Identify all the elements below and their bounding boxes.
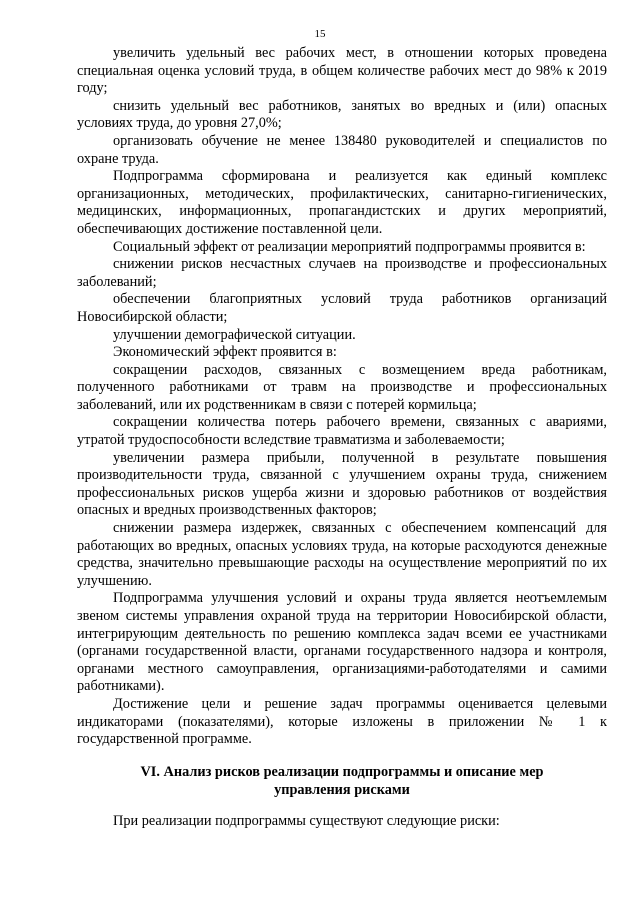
paragraph-economic-effect-profit: увеличении размера прибыли, полученной в результате повышения производительности труда, связанной с улучшением охраны труда, снижением профессиональных рисков ущерба жизни и здоровью работников от воздействия опасных и вредных производственных факторов; [77, 449, 607, 519]
paragraph-goal-training: организовать обучение не менее 138480 руководителей и специалистов по охране труда. [77, 132, 607, 167]
paragraph-subprogram-system: Подпрограмма улучшения условий и охраны труда является неотъемлемым звеном системы управления охраной труда на территории Новосибирской области, интегрирующим деятельность по решению комплекса задач всеми ее участниками (органами государственной власти, органами государственного надзора и контроля, органами местного самоуправления, организациями-работодателями и самими работниками). [77, 590, 607, 695]
section-heading-line-1: VI. Анализ рисков реализации подпрограммы и описание мер [140, 764, 544, 780]
paragraph-social-effect-demography: улучшении демографической ситуации. [113, 326, 356, 343]
section-heading-line-2: управления рисками [274, 781, 410, 798]
paragraph-goal-workplaces: увеличить удельный вес рабочих мест, в отношении которых проведена специальная оценка условий труда, в общем количестве рабочих мест до 98% к 2019 году; [77, 45, 607, 97]
paragraph-goal-harmful-conditions: снизить удельный вес работников, занятых во вредных и (или) опасных условиях труда, до уровня 27,0%; [77, 97, 607, 132]
paragraph-economic-effect-time-loss: сокращении количества потерь рабочего времени, связанных с авариями, утратой трудоспособности вследствие травматизма и заболеваемости; [77, 414, 607, 449]
page-number: 15 [314, 28, 326, 40]
paragraph-indicators: Достижение цели и решение задач программы оценивается целевыми индикаторами (показателями), которые изложены в приложении № 1 к государственной программе. [77, 695, 607, 748]
paragraph-economic-effect-intro: Экономический эффект проявится в: [113, 344, 337, 361]
paragraph-economic-effect-expenses: сокращении расходов, связанных с возмещением вреда работникам, полученного работниками от травм на производстве и профессиональных заболеваний, или их родственникам в связи с потерей кормильца; [77, 361, 607, 413]
body-text [77, 45, 607, 749]
paragraph-social-effect-conditions: обеспечении благоприятных условий труда работников организаций Новосибирской области; [77, 291, 607, 325]
paragraph-social-effect-risks: снижении рисков несчастных случаев на производстве и профессиональных заболеваний; [77, 256, 607, 290]
section-heading [77, 764, 607, 799]
paragraph-subprogram-complex: Подпрограмма сформирована и реализуется как единый комплекс организационных, методических, профилактических, санитарно-гигиенических, медицинских, информационных, пропагандистских и других мероприятий, обеспечивающих достижение поставленной цели. [77, 168, 607, 237]
paragraph-social-effect-intro: Социальный эффект от реализации мероприятий подпрограммы проявится в: [113, 238, 586, 255]
paragraph-economic-effect-costs: снижении размера издержек, связанных с обеспечением компенсаций для работающих во вредных, опасных условиях труда, на которые расходуются денежные средства, значительно превышающие расходы на осуществление мероприятий по их улучшению. [77, 520, 607, 589]
paragraph-risks-intro: При реализации подпрограммы существуют следующие риски: [113, 813, 500, 829]
